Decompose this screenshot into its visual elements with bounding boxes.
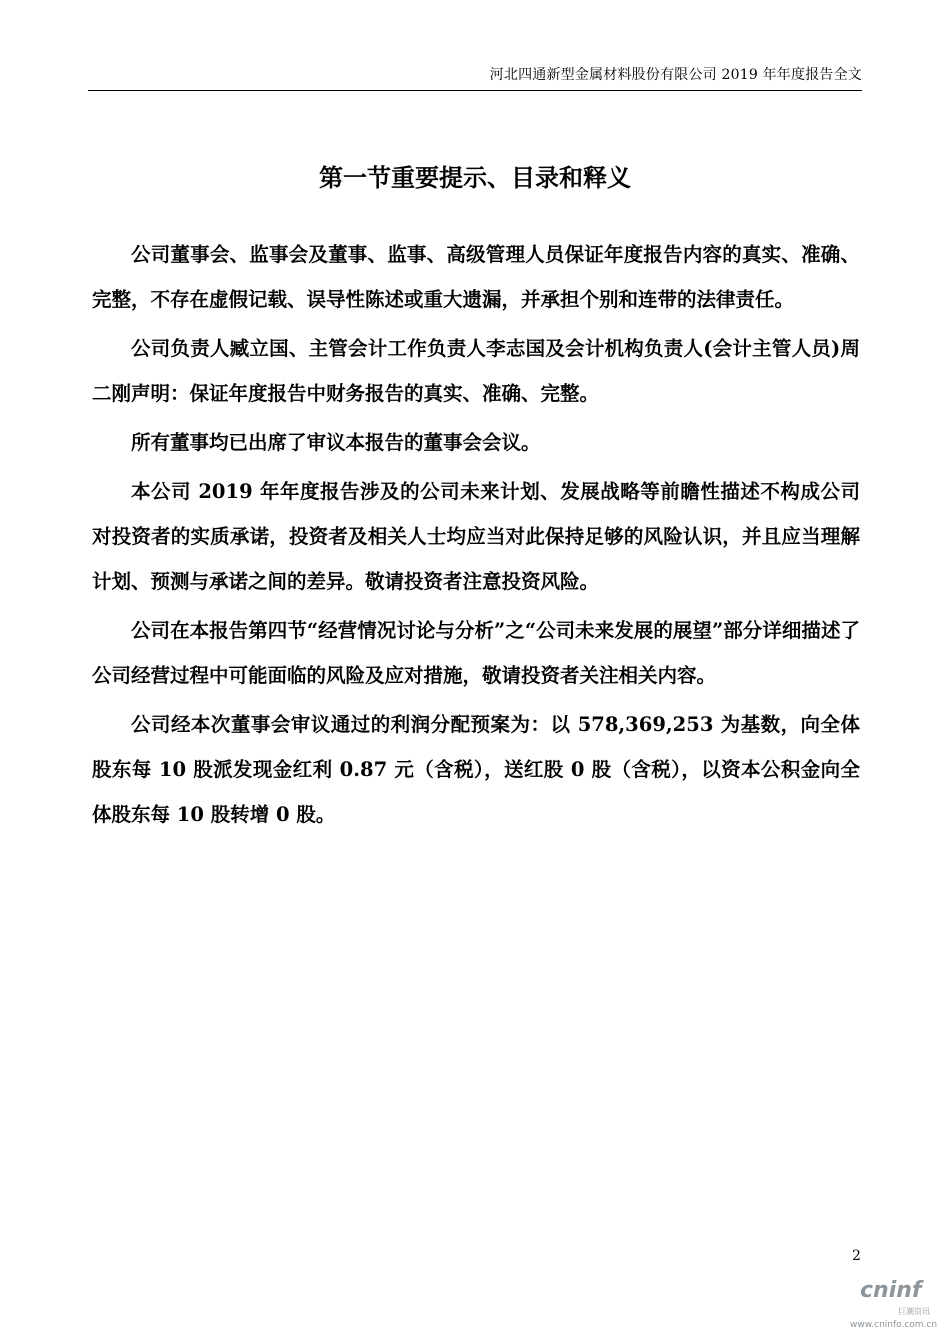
cninfo-logo-subtitle: 巨潮资讯: [898, 1307, 930, 1316]
cninfo-url: www.cninfo.com.cn: [850, 1320, 938, 1330]
body-content: [92, 232, 860, 841]
paragraph-attendance: 所有董事均已出席了审议本报告的董事会会议。: [131, 431, 541, 454]
paragraph-risk-reference: 公司在本报告第四节“经营情况讨论与分析”之“公司未来发展的展望”部分详细描述了公司经营过程中可能面临的风险及应对措施，敬请投资者关注相关内容。: [92, 619, 860, 687]
section-title: 第一节重要提示、目录和释义: [319, 163, 631, 192]
page-header: [88, 60, 862, 91]
paragraph-responsibility: 公司董事会、监事会及董事、监事、高级管理人员保证年度报告内容的真实、准确、完整，不存在虚假记载、误导性陈述或重大遗漏，并承担个别和连带的法律责任。: [92, 243, 860, 311]
running-title: 河北四通新型金属材料股份有限公司 2019 年年度报告全文: [489, 67, 862, 83]
paragraph-profit-distribution: 公司经本次董事会审议通过的利润分配预案为：以 578,369,253 为基数，向全体股东每 10 股派发现金红利 0.87 元（含税），送红股 0 股（含税），以资本公积金向全体股东每 10 股转增 0 股。: [92, 713, 860, 826]
cninfo-logo-word: cninf: [860, 1278, 922, 1303]
page-number: 2: [852, 1248, 861, 1264]
paragraph-declaration: 公司负责人臧立国、主管会计工作负责人李志国及会计机构负责人(会计主管人员)周二刚声明：保证年度报告中财务报告的真实、准确、完整。: [92, 337, 861, 405]
cninfo-watermark-logo: [846, 1278, 946, 1338]
paragraph-forward-looking: 本公司 2019 年年度报告涉及的公司未来计划、发展战略等前瞻性描述不构成公司对投资者的实质承诺，投资者及相关人士均应当对此保持足够的风险认识，并且应当理解计划、预测与承诺之间的差异。敬请投资者注意投资风险。: [92, 480, 860, 593]
